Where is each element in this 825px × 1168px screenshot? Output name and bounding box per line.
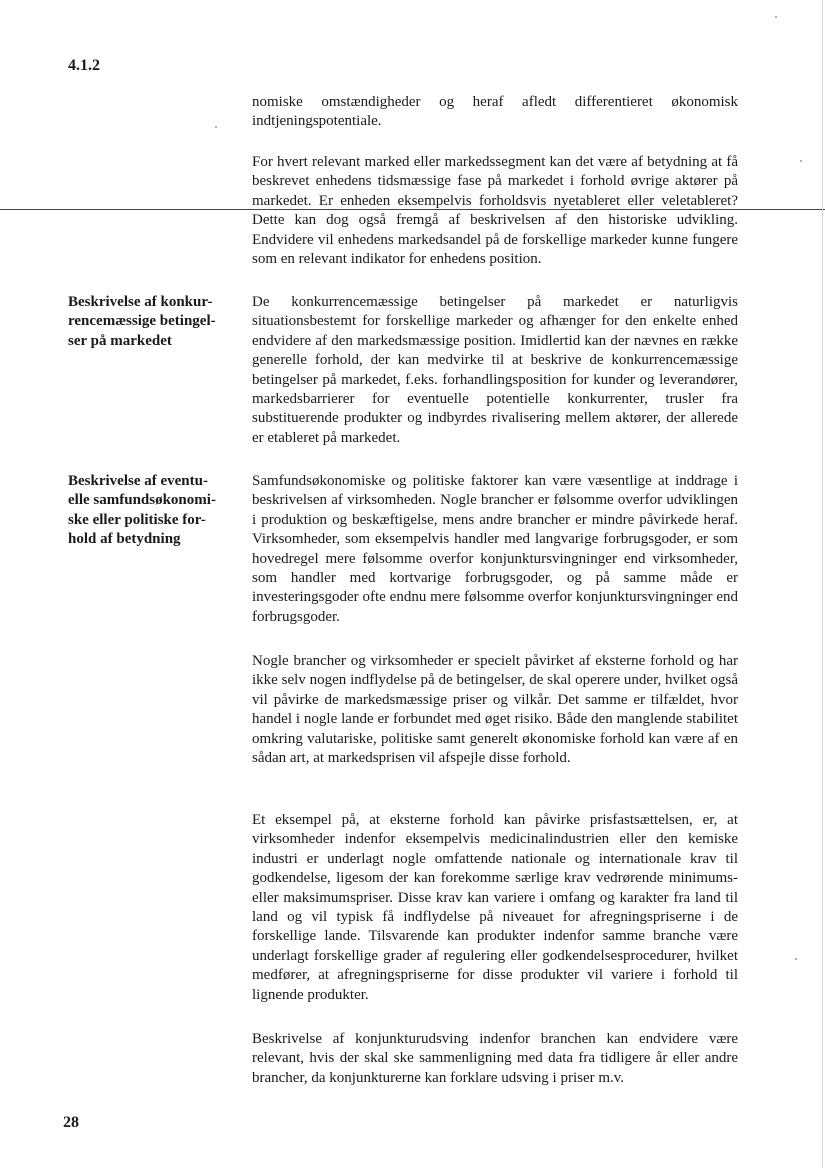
paragraph-1: nomiske omstændigheder og heraf afledt differentieret økonomisk indtjeningspotentiale. bbox=[252, 94, 738, 130]
side-heading-line: hold af betydning bbox=[68, 531, 181, 548]
side-heading-line: ske eller politiske for- bbox=[68, 511, 206, 528]
paragraph-3: De konkurrencemæssige betingelser på markedet er naturligvis situationsbestemt for forskellige markeder og afhænger for den enkelte enhed endvidere af den markedsmæssige position. Imidlertid kan der nævnes en række generelle forhold, der kan medvirke til at beskrive de konkurrencemæssige betingelser på markedet, f.eks. forhandlingsposition for kunder og leverandører, markedsbarrierer for eventuelle potentielle konkurrenter, trusler fra substituerende produkter og indbyrdes rivalisering mellem aktører, der allerede er etableret på markedet. bbox=[252, 294, 738, 446]
scan-edge-line bbox=[822, 0, 823, 1168]
paragraph-4: Samfundsøkonomiske og politiske faktorer kan være væsentlige at inddrage i beskrivelsen af virksomheden. Nogle brancher er følsomme overfor udviklingen i produktion og beskæftigelse, mens andre brancher er mindre påvirkede heraf. Virksomheder, som eksempelvis handler med langvarige forbrugsgoder, er som hovedregel mere følsomme overfor konjunktursvingninger end virksomheder, som handler med kortvarige forbrugsgoder, og på samme måde er investeringsgoder ofte endnu mere følsomme overfor konjunktursvingninger end forbrugsgoder. bbox=[252, 473, 738, 625]
paragraph-6: Et eksempel på, at eksterne forhold kan påvirke prisfastsættelsen, er, at virksomheder indenfor eksempelvis medicinalindustrien eller den kemiske industri er underlagt nogle omfattende nationale og internationale krav til godkendelse, ligesom der kan forekomme særlige krav vedrørende minimums- eller maksimumspriser. Disse krav kan variere i omfang og karakter fra land til land og vil typisk få indflydelse på niveauet for afregningspriserne i de forskellige lande. Tilsvarende kan produkter indenfor samme branche være underlagt forskellige grader af regulering eller godkendelsesprocedurer, hvilket medfører, at afregningspriserne for disse produkter vil variere i forhold til lignende produkter. bbox=[252, 812, 738, 1003]
paragraph-5: Nogle brancher og virksomheder er specielt påvirket af eksterne forhold og har ikke selv nogen indflydelse på de betingelser, de skal operere under, hvilket også vil påvirke de markedsmæssige priser og vilkår. Det samme er tilfældet, hvor handel i nogle lande er forbundet med øget risiko. Både den manglende stabilitet omkring valutariske, politiske samt generelt økonomiske forhold kan være af en sådan art, at markedsprisen vil afspejle disse forhold. bbox=[252, 653, 738, 767]
side-heading-macroeconomic bbox=[68, 472, 238, 550]
side-heading-line: Beskrivelse af konkur- bbox=[68, 294, 213, 310]
section-number: 4.1.2 bbox=[68, 57, 100, 74]
scan-speck bbox=[215, 126, 217, 128]
paragraph-2: For hvert relevant marked eller markedssegment kan det være af betydning at få beskrevet enhedens tidsmæssige fase på markedet i forhold øvrige aktører på markedet. Er enheden eksempelvis forholdsvis nyetableret eller veletableret? Dette kan dog også fremgå af beskrivelsen af den historiske udvikling. Endvidere vil enhedens markedsandel på de forskellige markeder kunne fungere som en relevant indikator for enhedens position. bbox=[252, 154, 738, 268]
side-heading-line: rencemæssige betingel- bbox=[68, 313, 216, 330]
scan-speck bbox=[775, 16, 777, 18]
scan-speck bbox=[800, 160, 802, 162]
side-heading-line: elle samfundsøkonomi- bbox=[68, 492, 216, 509]
side-heading-competition bbox=[68, 293, 238, 351]
page-number: 28 bbox=[63, 1114, 79, 1131]
side-heading-line: ser på markedet bbox=[68, 332, 172, 349]
side-heading-line: Beskrivelse af eventu- bbox=[68, 473, 208, 489]
paragraph-7: Beskrivelse af konjunkturudsving indenfor branchen kan endvidere være relevant, hvis der skal ske sammenligning med data fra tidligere år eller andre brancher, da konjunkturerne kan forklare udsving i priser m.v. bbox=[252, 1031, 738, 1086]
scan-speck bbox=[795, 958, 797, 960]
